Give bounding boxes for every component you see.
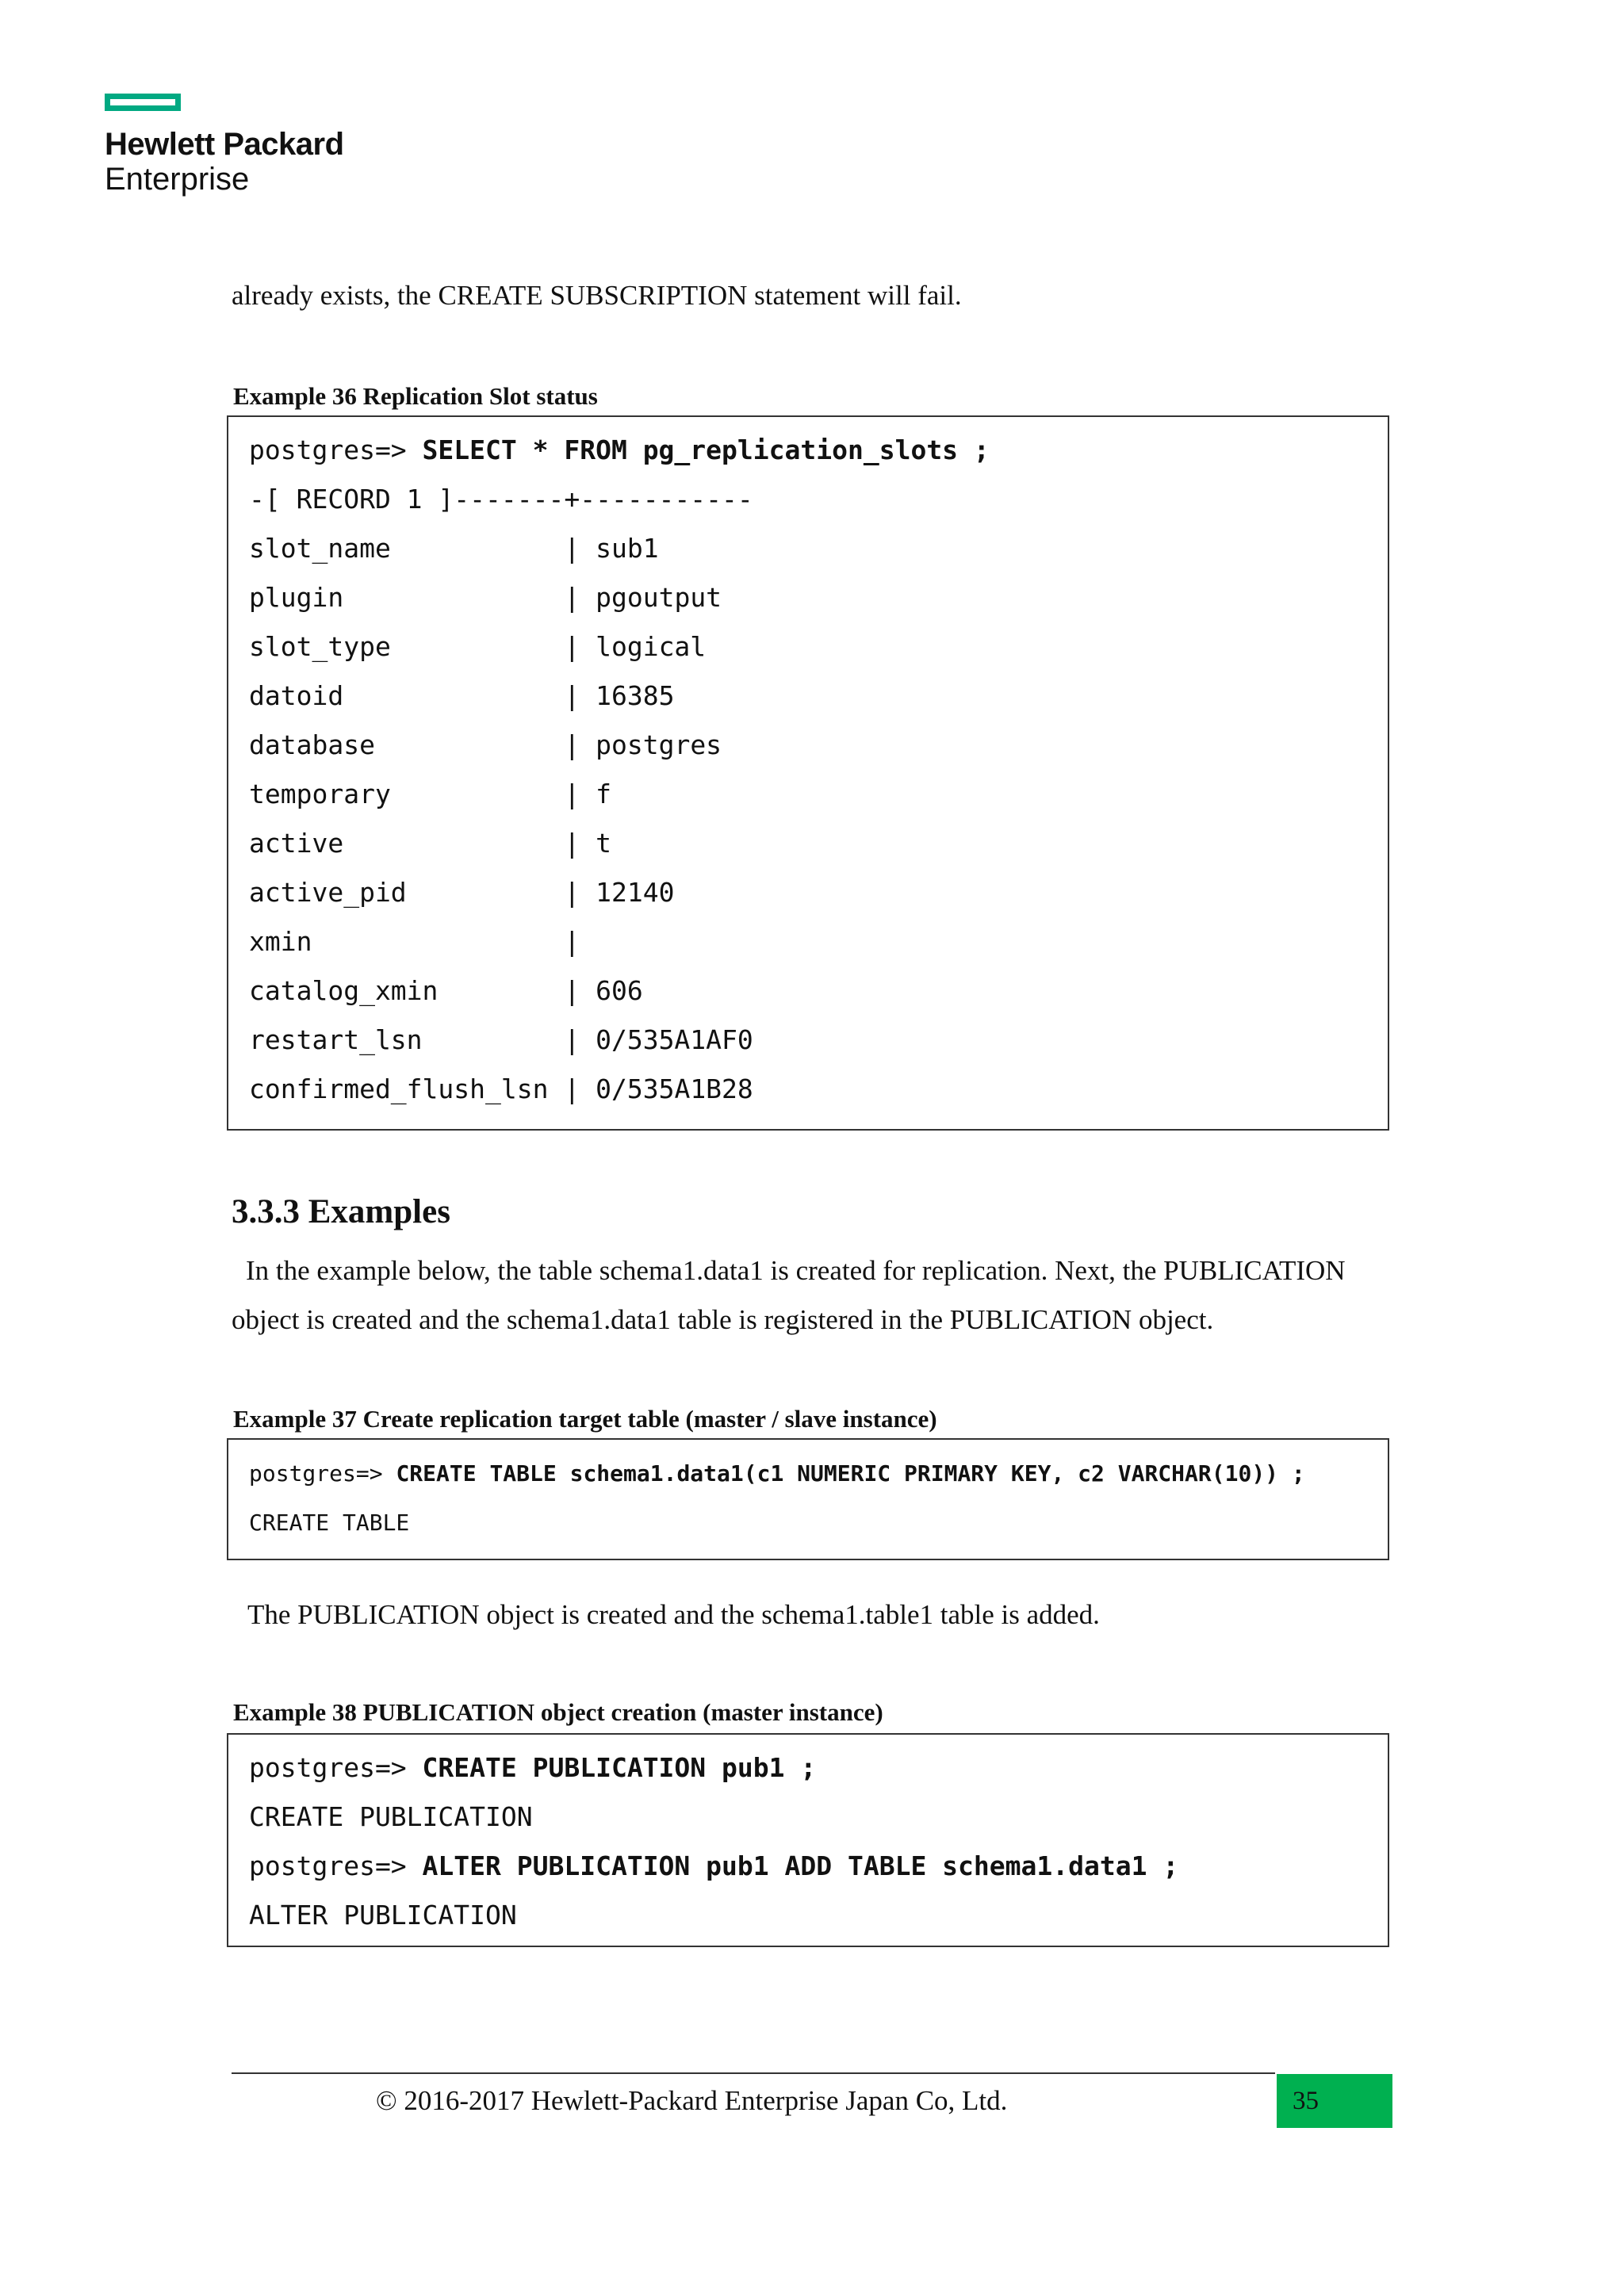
slot-row	[249, 975, 643, 1006]
footer-divider	[232, 2072, 1275, 2074]
slot-row-separator: |	[312, 926, 596, 957]
slot-row-value: 16385	[596, 680, 675, 711]
hpe-logo-rectangle-icon	[105, 94, 181, 111]
section-paragraph-line2: object is created and the schema1.data1 table is registered in the PUBLICATION object.	[232, 1304, 1214, 1335]
prompt: postgres=>	[249, 1460, 396, 1487]
slot-row	[249, 729, 722, 760]
slot-row-key: slot_type	[249, 631, 391, 662]
slot-row-value: logical	[596, 631, 707, 662]
hpe-logo	[105, 94, 344, 197]
slot-row-key: active	[249, 828, 344, 859]
slot-row-value: 606	[596, 975, 643, 1006]
record-header: -[ RECORD 1 ]-------+-----------	[249, 484, 753, 515]
slot-row-separator: |	[343, 680, 596, 711]
slot-row	[249, 680, 674, 711]
example38-command2-line	[249, 1850, 1178, 1881]
example36-code-block	[227, 415, 1389, 1131]
slot-row-key: xmin	[249, 926, 312, 957]
intro-text: already exists, the CREATE SUBSCRIPTION statement will fail.	[232, 280, 962, 311]
slot-row-value: postgres	[596, 729, 722, 760]
prompt: postgres=>	[249, 1752, 423, 1783]
slot-row-key: database	[249, 729, 375, 760]
slot-row	[249, 631, 706, 662]
section-paragraph-line1: In the example below, the table schema1.data1 is created for replication. Next, the PUBLICATION	[246, 1255, 1346, 1286]
sql-command: CREATE PUBLICATION pub1 ;	[422, 1752, 817, 1783]
example37-code-block	[227, 1438, 1389, 1560]
slot-row-key: plugin	[249, 582, 344, 613]
slot-row	[249, 1073, 753, 1104]
slot-row	[249, 533, 659, 564]
example36-command-line	[249, 434, 990, 465]
example38-result2: ALTER PUBLICATION	[249, 1900, 517, 1931]
sql-command: ALTER PUBLICATION pub1 ADD TABLE schema1.data1 ;	[422, 1850, 1179, 1881]
sql-command: CREATE TABLE schema1.data1(c1 NUMERIC PRIMARY KEY, c2 VARCHAR(10)) ;	[396, 1460, 1305, 1487]
slot-row-key: catalog_xmin	[249, 975, 439, 1006]
slot-row-key: datoid	[249, 680, 344, 711]
prompt: postgres=>	[249, 1850, 423, 1881]
slot-row-value: sub1	[596, 533, 659, 564]
slot-row	[249, 1024, 753, 1055]
example37-caption: Example 37 Create replication target table (master / slave instance)	[233, 1405, 937, 1433]
slot-row-separator: |	[422, 1024, 596, 1055]
example37-command-line	[249, 1460, 1305, 1487]
page-number-box	[1277, 2074, 1392, 2128]
prompt: postgres=>	[249, 434, 423, 465]
logo-name-line1: Hewlett Packard	[105, 127, 344, 162]
slot-row	[249, 877, 674, 908]
slot-row-value: 0/535A1AF0	[596, 1024, 753, 1055]
slot-row-separator: |	[390, 779, 596, 809]
slot-row-value: 0/535A1B28	[596, 1073, 753, 1104]
section-heading: 3.3.3 Examples	[232, 1193, 450, 1230]
example38-caption: Example 38 PUBLICATION object creation (master instance)	[233, 1698, 883, 1726]
slot-row-separator: |	[406, 877, 596, 908]
slot-row-value: 12140	[596, 877, 675, 908]
example37-result: CREATE TABLE	[249, 1510, 410, 1536]
slot-row	[249, 926, 596, 957]
example38-code-block	[227, 1733, 1389, 1947]
slot-row-separator: |	[343, 828, 596, 859]
slot-row-separator: |	[374, 729, 596, 760]
slot-row-separator: |	[343, 582, 596, 613]
slot-row-value: f	[596, 779, 611, 809]
slot-row-separator: |	[548, 1073, 596, 1104]
footer-copyright: © 2016-2017 Hewlett-Packard Enterprise Japan Co, Ltd.	[376, 2085, 1008, 2116]
slot-row-key: restart_lsn	[249, 1024, 423, 1055]
sql-command: SELECT * FROM pg_replication_slots ;	[422, 434, 990, 465]
slot-row	[249, 582, 722, 613]
slot-row	[249, 779, 611, 809]
between-text: The PUBLICATION object is created and the schema1.table1 table is added.	[247, 1599, 1100, 1630]
slot-row-key: confirmed_flush_lsn	[249, 1073, 549, 1104]
example38-command1-line	[249, 1752, 816, 1783]
slot-row-separator: |	[390, 631, 596, 662]
logo-name-line2: Enterprise	[105, 162, 250, 197]
example36-caption: Example 36 Replication Slot status	[233, 382, 598, 410]
slot-row	[249, 828, 611, 859]
slot-row-key: temporary	[249, 779, 391, 809]
slot-row-key: slot_name	[249, 533, 391, 564]
slot-row-value: t	[596, 828, 611, 859]
slot-row-separator: |	[390, 533, 596, 564]
slot-row-value: pgoutput	[596, 582, 722, 613]
slot-row-key: active_pid	[249, 877, 407, 908]
example38-result1: CREATE PUBLICATION	[249, 1801, 533, 1832]
slot-row-separator: |	[438, 975, 596, 1006]
page-number: 35	[1293, 2087, 1319, 2115]
